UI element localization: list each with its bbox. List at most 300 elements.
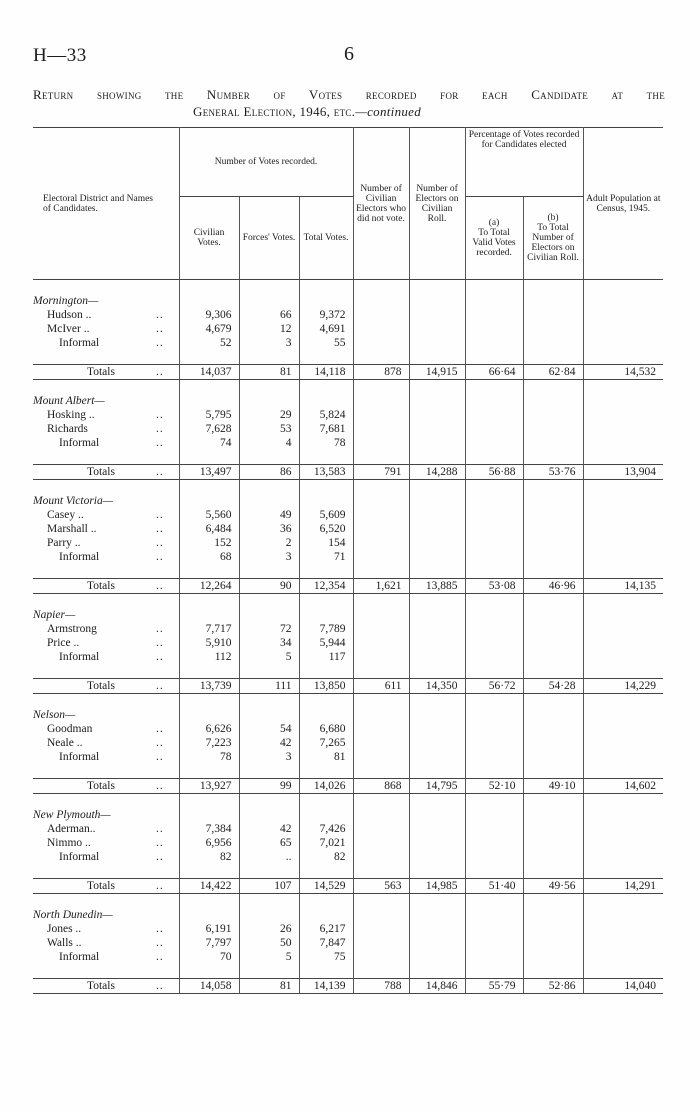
- candidate-row: [33, 522, 663, 536]
- candidate-row: [33, 308, 663, 322]
- cell-civilian: 68: [179, 550, 239, 564]
- cell-did-not-vote: [353, 394, 409, 408]
- cell-on-roll: [409, 636, 465, 650]
- spacer-cell: [523, 794, 583, 809]
- district-dots: [154, 908, 179, 922]
- cell-on-roll: [409, 822, 465, 836]
- spacer-cell: [179, 350, 239, 365]
- spacer-cell: [353, 594, 409, 609]
- informal-label: Informal: [59, 951, 100, 963]
- cell-pct-b: [523, 836, 583, 850]
- cell-pct-a: [465, 908, 523, 922]
- cell-pct-a: [465, 508, 523, 522]
- cell-pct-a: 52·10: [465, 779, 523, 794]
- cell-forces: 12: [239, 322, 299, 336]
- district-dots: [154, 608, 179, 622]
- candidate-name: Richards: [47, 423, 88, 435]
- leader-dots: ..: [154, 436, 179, 450]
- leader-dots: ..: [154, 850, 179, 864]
- totals-label: Totals: [33, 879, 154, 894]
- cell-total: 7,847: [299, 936, 353, 950]
- spacer-row: [33, 480, 663, 495]
- spacer-cell: [33, 864, 154, 879]
- cell-pct-a: [465, 322, 523, 336]
- district-heading-row: [33, 394, 663, 408]
- col-on-roll: Number of Electors on Civilian Roll.: [409, 128, 465, 280]
- cell-civilian: 5,560: [179, 508, 239, 522]
- candidate-row: [33, 622, 663, 636]
- cell-forces: 3: [239, 550, 299, 564]
- cell-forces: 26: [239, 922, 299, 936]
- cell-did-not-vote: [353, 736, 409, 750]
- spacer-cell: [299, 864, 353, 879]
- spacer-cell: [33, 664, 154, 679]
- cell-civilian: 6,626: [179, 722, 239, 736]
- spacer-cell: [179, 794, 239, 809]
- cell-forces: 3: [239, 750, 299, 764]
- spacer-cell: [239, 564, 299, 579]
- cell-pct-a: [465, 608, 523, 622]
- cell-adult-population: [583, 436, 663, 450]
- spacer-row: [33, 564, 663, 579]
- leader-dots: ..: [154, 950, 179, 964]
- spacer-cell: [523, 694, 583, 709]
- cell-civilian: 7,628: [179, 422, 239, 436]
- spacer-cell: [523, 764, 583, 779]
- candidate-row: [33, 936, 663, 950]
- cell-pct-b: 49·56: [523, 879, 583, 894]
- spacer-cell: [409, 864, 465, 879]
- cell-did-not-vote: [353, 822, 409, 836]
- district-heading-row: [33, 494, 663, 508]
- cell-on-roll: 14,985: [409, 879, 465, 894]
- totals-label: Totals: [33, 779, 154, 794]
- spacer-cell: [465, 280, 523, 295]
- spacer-cell: [179, 564, 239, 579]
- cell-total: 5,944: [299, 636, 353, 650]
- col-adult-population: Adult Population at Census, 1945.: [583, 128, 663, 280]
- cell-adult-population: [583, 936, 663, 950]
- cell-total: [299, 908, 353, 922]
- cell-pct-a: [465, 408, 523, 422]
- spacer-cell: [33, 450, 154, 465]
- spacer-cell: [465, 350, 523, 365]
- spacer-cell: [239, 864, 299, 879]
- cell-pct-b: [523, 336, 583, 350]
- cell-forces: 54: [239, 722, 299, 736]
- spacer-cell: [239, 380, 299, 395]
- cell-on-roll: [409, 950, 465, 964]
- spacer-row: [33, 764, 663, 779]
- cell-pct-a: [465, 336, 523, 350]
- cell-pct-a: [465, 522, 523, 536]
- spacer-cell: [465, 380, 523, 395]
- spacer-cell: [239, 694, 299, 709]
- spacer-cell: [299, 694, 353, 709]
- cell-total: 81: [299, 750, 353, 764]
- spacer-cell: [523, 564, 583, 579]
- spacer-cell: [353, 964, 409, 979]
- spacer-cell: [154, 280, 179, 295]
- leader-dots: ..: [154, 522, 179, 536]
- spacer-cell: [523, 350, 583, 365]
- spacer-cell: [465, 764, 523, 779]
- cell-pct-a: [465, 750, 523, 764]
- spacer-cell: [179, 894, 239, 909]
- spacer-cell: [239, 350, 299, 365]
- cell-on-roll: 14,795: [409, 779, 465, 794]
- cell-total: 6,217: [299, 922, 353, 936]
- cell-civilian: 9,306: [179, 308, 239, 322]
- district-name: Nelson—: [33, 709, 76, 721]
- totals-label: Totals: [33, 979, 154, 994]
- cell-pct-b: [523, 308, 583, 322]
- spacer-cell: [523, 864, 583, 879]
- cell-forces: 3: [239, 336, 299, 350]
- cell-forces: 111: [239, 679, 299, 694]
- spacer-cell: [239, 794, 299, 809]
- spacer-cell: [583, 764, 663, 779]
- spacer-row: [33, 350, 663, 365]
- cell-did-not-vote: 611: [353, 679, 409, 694]
- cell-on-roll: [409, 494, 465, 508]
- spacer-cell: [179, 450, 239, 465]
- cell-on-roll: [409, 650, 465, 664]
- cell-adult-population: 14,291: [583, 879, 663, 894]
- cell-civilian: 5,910: [179, 636, 239, 650]
- cell-on-roll: [409, 336, 465, 350]
- cell-pct-b: [523, 508, 583, 522]
- cell-civilian: 152: [179, 536, 239, 550]
- district-name: New Plymouth—: [33, 809, 111, 821]
- cell-did-not-vote: [353, 408, 409, 422]
- cell-civilian: [179, 294, 239, 308]
- spacer-cell: [409, 480, 465, 495]
- cell-adult-population: [583, 850, 663, 864]
- informal-label: Informal: [59, 651, 100, 663]
- candidate-name: Jones ..: [47, 923, 82, 935]
- spacer-cell: [33, 694, 154, 709]
- cell-pct-b: 49·10: [523, 779, 583, 794]
- spacer-cell: [465, 964, 523, 979]
- spacer-cell: [583, 964, 663, 979]
- cell-pct-a: [465, 822, 523, 836]
- leader-dots: ..: [154, 836, 179, 850]
- spacer-cell: [179, 864, 239, 879]
- spacer-cell: [179, 280, 239, 295]
- cell-on-roll: [409, 536, 465, 550]
- table-title: [33, 87, 665, 120]
- table-body: [33, 280, 663, 994]
- cell-pct-b: [523, 736, 583, 750]
- cell-adult-population: [583, 494, 663, 508]
- cell-forces: ..: [239, 850, 299, 864]
- col-votes-group: Number of Votes recorded.: [179, 128, 353, 197]
- cell-total: 13,583: [299, 465, 353, 480]
- cell-pct-a: [465, 950, 523, 964]
- cell-pct-a: [465, 436, 523, 450]
- cell-on-roll: [409, 508, 465, 522]
- cell-forces: 107: [239, 879, 299, 894]
- cell-pct-a: [465, 308, 523, 322]
- title-line-2: [33, 104, 665, 120]
- spacer-cell: [353, 280, 409, 295]
- spacer-cell: [523, 480, 583, 495]
- spacer-cell: [409, 894, 465, 909]
- spacer-cell: [179, 480, 239, 495]
- cell-total: 14,026: [299, 779, 353, 794]
- spacer-cell: [409, 380, 465, 395]
- leader-dots: ..: [154, 465, 179, 480]
- candidate-row: [33, 322, 663, 336]
- spacer-cell: [179, 764, 239, 779]
- spacer-row: [33, 694, 663, 709]
- district-dots: [154, 294, 179, 308]
- cell-on-roll: [409, 722, 465, 736]
- candidate-name: Marshall ..: [47, 523, 97, 535]
- spacer-cell: [179, 694, 239, 709]
- cell-pct-a: 56·72: [465, 679, 523, 694]
- col-did-not-vote: Number of Civilian Electors who did not vote.: [353, 128, 409, 280]
- spacer-cell: [239, 964, 299, 979]
- spacer-cell: [465, 564, 523, 579]
- spacer-cell: [299, 964, 353, 979]
- cell-forces: 42: [239, 736, 299, 750]
- spacer-cell: [523, 894, 583, 909]
- spacer-cell: [409, 564, 465, 579]
- informal-row: [33, 850, 663, 864]
- candidate-row: [33, 508, 663, 522]
- cell-total: 117: [299, 650, 353, 664]
- cell-adult-population: [583, 322, 663, 336]
- cell-forces: 2: [239, 536, 299, 550]
- spacer-cell: [409, 280, 465, 295]
- page-number: 6: [344, 43, 354, 65]
- cell-pct-a: [465, 836, 523, 850]
- cell-adult-population: [583, 308, 663, 322]
- cell-forces: 34: [239, 636, 299, 650]
- spacer-cell: [239, 280, 299, 295]
- cell-adult-population: [583, 722, 663, 736]
- cell-pct-b: 52·86: [523, 979, 583, 994]
- informal-row: [33, 550, 663, 564]
- totals-label: Totals: [33, 365, 154, 380]
- cell-adult-population: [583, 750, 663, 764]
- cell-on-roll: [409, 736, 465, 750]
- cell-civilian: 5,795: [179, 408, 239, 422]
- informal-label: Informal: [59, 437, 100, 449]
- cell-pct-a: [465, 708, 523, 722]
- cell-civilian: 13,497: [179, 465, 239, 480]
- cell-adult-population: [583, 650, 663, 664]
- spacer-row: [33, 864, 663, 879]
- cell-civilian: 6,191: [179, 922, 239, 936]
- cell-pct-b: [523, 636, 583, 650]
- spacer-cell: [179, 664, 239, 679]
- cell-pct-b: [523, 422, 583, 436]
- totals-row: [33, 579, 663, 594]
- spacer-cell: [33, 350, 154, 365]
- spacer-cell: [154, 664, 179, 679]
- cell-pct-b: 62·84: [523, 365, 583, 380]
- cell-forces: 72: [239, 622, 299, 636]
- cell-on-roll: [409, 408, 465, 422]
- cell-pct-b: [523, 936, 583, 950]
- cell-adult-population: [583, 508, 663, 522]
- cell-did-not-vote: 878: [353, 365, 409, 380]
- cell-adult-population: [583, 394, 663, 408]
- cell-total: [299, 708, 353, 722]
- spacer-cell: [33, 280, 154, 295]
- spacer-cell: [409, 964, 465, 979]
- cell-civilian: [179, 394, 239, 408]
- spacer-cell: [353, 664, 409, 679]
- spacer-cell: [154, 964, 179, 979]
- cell-civilian: 82: [179, 850, 239, 864]
- spacer-cell: [583, 450, 663, 465]
- spacer-row: [33, 280, 663, 295]
- cell-adult-population: 14,532: [583, 365, 663, 380]
- spacer-cell: [154, 450, 179, 465]
- cell-total: 78: [299, 436, 353, 450]
- cell-civilian: 14,422: [179, 879, 239, 894]
- spacer-cell: [239, 664, 299, 679]
- cell-forces: [239, 608, 299, 622]
- leader-dots: ..: [154, 936, 179, 950]
- cell-pct-b: [523, 808, 583, 822]
- cell-did-not-vote: [353, 422, 409, 436]
- cell-pct-b: 53·76: [523, 465, 583, 480]
- district-dots: [154, 494, 179, 508]
- spacer-cell: [33, 964, 154, 979]
- spacer-cell: [523, 594, 583, 609]
- spacer-cell: [154, 380, 179, 395]
- cell-forces: 4: [239, 436, 299, 450]
- cell-adult-population: [583, 808, 663, 822]
- spacer-cell: [299, 380, 353, 395]
- cell-adult-population: 14,040: [583, 979, 663, 994]
- cell-pct-b: 46·96: [523, 579, 583, 594]
- leader-dots: ..: [154, 365, 179, 380]
- cell-adult-population: [583, 950, 663, 964]
- cell-civilian: 14,037: [179, 365, 239, 380]
- cell-total: 9,372: [299, 308, 353, 322]
- leader-dots: ..: [154, 536, 179, 550]
- spacer-row: [33, 794, 663, 809]
- cell-pct-b: [523, 850, 583, 864]
- cell-forces: 66: [239, 308, 299, 322]
- cell-pct-a: [465, 936, 523, 950]
- cell-on-roll: [409, 708, 465, 722]
- cell-civilian: [179, 808, 239, 822]
- spacer-row: [33, 380, 663, 395]
- col-pct-a-label: To Total Valid Votes recorded.: [472, 228, 516, 258]
- cell-did-not-vote: 788: [353, 979, 409, 994]
- candidate-name: Hudson ..: [47, 309, 92, 321]
- informal-label: Informal: [59, 751, 100, 763]
- informal-row: [33, 750, 663, 764]
- spacer-cell: [239, 594, 299, 609]
- leader-dots: ..: [154, 736, 179, 750]
- candidate-row: [33, 422, 663, 436]
- leader-dots: ..: [154, 422, 179, 436]
- spacer-cell: [523, 450, 583, 465]
- cell-total: 13,850: [299, 679, 353, 694]
- cell-pct-b: [523, 294, 583, 308]
- spacer-row: [33, 964, 663, 979]
- cell-did-not-vote: [353, 608, 409, 622]
- spacer-cell: [154, 350, 179, 365]
- spacer-cell: [239, 480, 299, 495]
- cell-did-not-vote: [353, 950, 409, 964]
- cell-pct-a: 55·79: [465, 979, 523, 994]
- cell-did-not-vote: [353, 750, 409, 764]
- spacer-cell: [353, 350, 409, 365]
- col-pct-a: [465, 197, 523, 280]
- district-name: Mornington—: [33, 295, 99, 307]
- cell-civilian: [179, 908, 239, 922]
- spacer-cell: [523, 964, 583, 979]
- cell-on-roll: [409, 608, 465, 622]
- spacer-cell: [353, 480, 409, 495]
- col-pct-b-label: To Total Number of Electors on Civilian Roll.: [527, 223, 579, 263]
- cell-on-roll: [409, 908, 465, 922]
- spacer-cell: [583, 694, 663, 709]
- cell-civilian: 14,058: [179, 979, 239, 994]
- col-forces: Forces' Votes.: [239, 197, 299, 280]
- cell-forces: 49: [239, 508, 299, 522]
- spacer-cell: [583, 794, 663, 809]
- cell-pct-b: [523, 622, 583, 636]
- district-dots: [154, 394, 179, 408]
- candidate-name: Neale ..: [47, 737, 83, 749]
- cell-adult-population: 14,602: [583, 779, 663, 794]
- cell-forces: 29: [239, 408, 299, 422]
- cell-pct-b: [523, 722, 583, 736]
- cell-total: [299, 494, 353, 508]
- spacer-cell: [299, 564, 353, 579]
- cell-pct-b: [523, 822, 583, 836]
- cell-did-not-vote: 563: [353, 879, 409, 894]
- leader-dots: ..: [154, 550, 179, 564]
- cell-total: [299, 808, 353, 822]
- cell-total: 71: [299, 550, 353, 564]
- spacer-cell: [299, 794, 353, 809]
- cell-total: [299, 608, 353, 622]
- cell-on-roll: [409, 550, 465, 564]
- cell-pct-b: [523, 750, 583, 764]
- cell-pct-b: 54·28: [523, 679, 583, 694]
- spacer-cell: [353, 450, 409, 465]
- spacer-cell: [33, 564, 154, 579]
- cell-pct-b: [523, 436, 583, 450]
- cell-adult-population: [583, 708, 663, 722]
- spacer-cell: [583, 664, 663, 679]
- cell-forces: 86: [239, 465, 299, 480]
- cell-forces: 81: [239, 365, 299, 380]
- cell-adult-population: 14,135: [583, 579, 663, 594]
- spacer-cell: [154, 794, 179, 809]
- cell-adult-population: 13,904: [583, 465, 663, 480]
- cell-pct-a: 53·08: [465, 579, 523, 594]
- cell-pct-b: [523, 408, 583, 422]
- candidate-row: [33, 408, 663, 422]
- cell-total: 6,520: [299, 522, 353, 536]
- leader-dots: ..: [154, 750, 179, 764]
- cell-forces: 53: [239, 422, 299, 436]
- spacer-cell: [583, 894, 663, 909]
- col-district: Electoral District and Names of Candidates.: [33, 128, 179, 280]
